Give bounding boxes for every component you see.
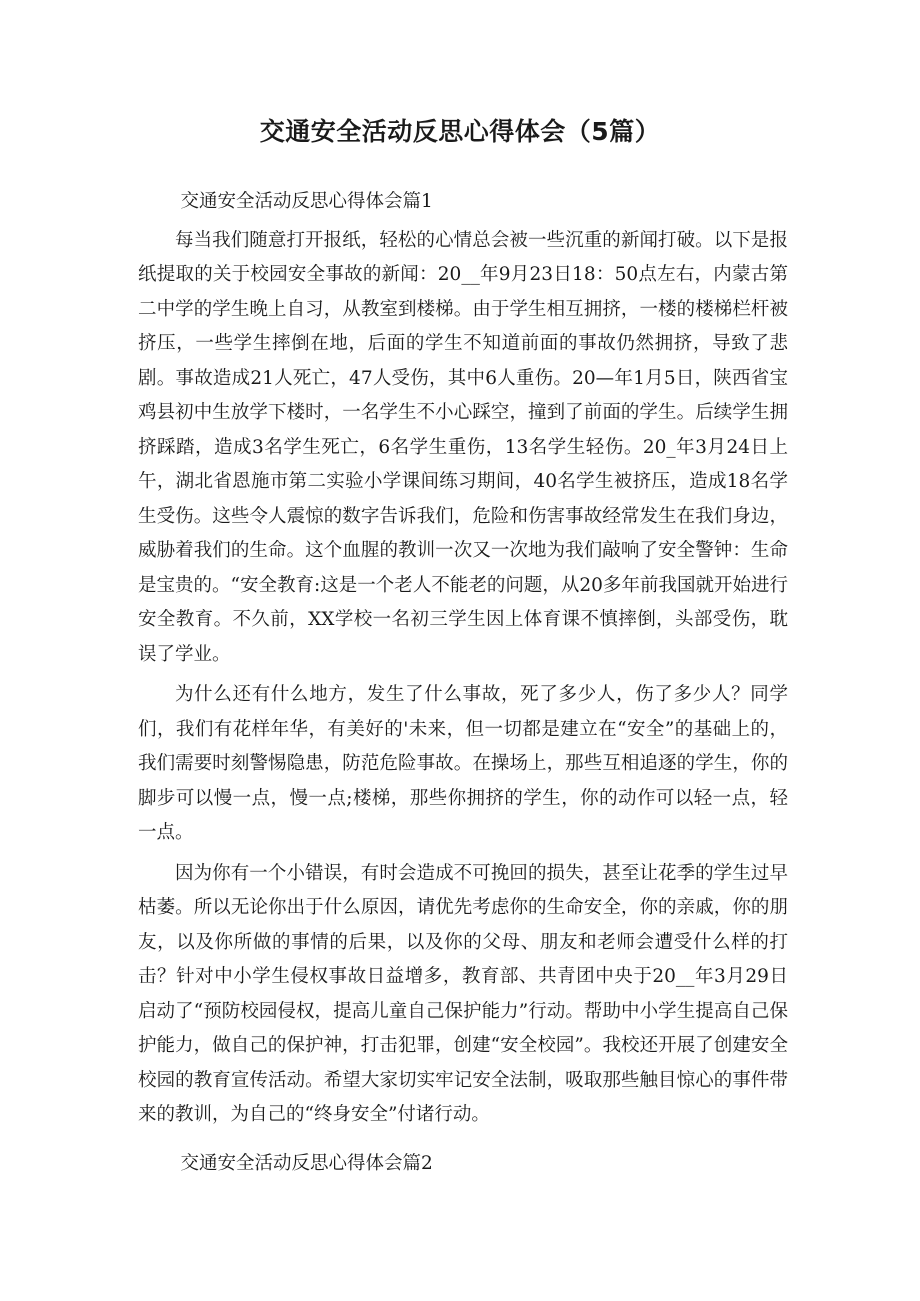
document-body (138, 185, 788, 1185)
document-title: 交通安全活动反思心得体会（5篇） (259, 117, 661, 146)
paragraph-2: 为什么还有什么地方，发生了什么事故，死了多少人，伤了多少人？同学们，我们有花样年华，有美好的'未来，但一切都是建立在“安全”的基础上的，我们需要时刻警惕隐患，防范危险事故。在操场上，那些互相追逐的学生，你的脚步可以慢一点，慢一点;楼梯，那些你拥挤的学生，你的动作可以轻一点，轻一点。 (138, 684, 788, 843)
section-heading-2: 交通安全活动反思心得体会篇2 (180, 1152, 433, 1174)
section-heading-1: 交通安全活动反思心得体会篇1 (180, 191, 433, 212)
paragraph-3: 因为你有一个小错误，有时会造成不可挽回的损失，甚至让花季的学生过早枯萎。所以无论你出于什么原因，请优先考虑你的生命安全，你的亲戚，你的朋友，以及你所做的事情的后果，以及你的父母、朋友和老师会遭受什么样的打击？针对中小学生侵权事故日益增多，教育部、共青团中央于20__年3月29日启动了“预防校园侵权，提高儿童自己保护能力”行动。帮助中小学生提高自己保护能力，做自己的保护神，打击犯罪，创建“安全校园”。我校还开展了创建安全校园的教育宣传活动。希望大家切实牢记安全法制，吸取那些触目惊心的事件带来的教训，为自己的“终身安全”付诸行动。 (138, 862, 788, 1125)
paragraph-1: 每当我们随意打开报纸，轻松的心情总会被一些沉重的新闻打破。以下是报纸提取的关于校园安全事故的新闻：20__年9月23日18：50点左右，内蒙古第二中学的学生晚上自习，从教室到楼梯。由于学生相互拥挤，一楼的楼梯栏杆被挤压，一些学生摔倒在地，后面的学生不知道前面的事故仍然拥挤，导致了悲剧。事故造成21人死亡，47人受伤，其中6人重伤。20—年1月5日，陕西省宝鸡县初中生放学下楼时，一名学生不小心踩空，撞到了前面的学生。后续学生拥挤踩踏，造成3名学生死亡，6名学生重伤，13名学生轻伤。20_年3月24日上午，湖北省恩施市第二实验小学课间练习期间，40名学生被挤压，造成18名学生受伤。这些令人震惊的数字告诉我们，危险和伤害事故经常发生在我们身边，威胁着我们的生命。这个血腥的教训一次又一次地为我们敲响了安全警钟：生命是宝贵的。“安全教育:这是一个老人不能老的问题，从20多年前我国就开始进行安全教育。不久前，XX学校一名初三学生因上体育课不慎摔倒，头部受伤，耽误了学业。 (138, 229, 788, 665)
